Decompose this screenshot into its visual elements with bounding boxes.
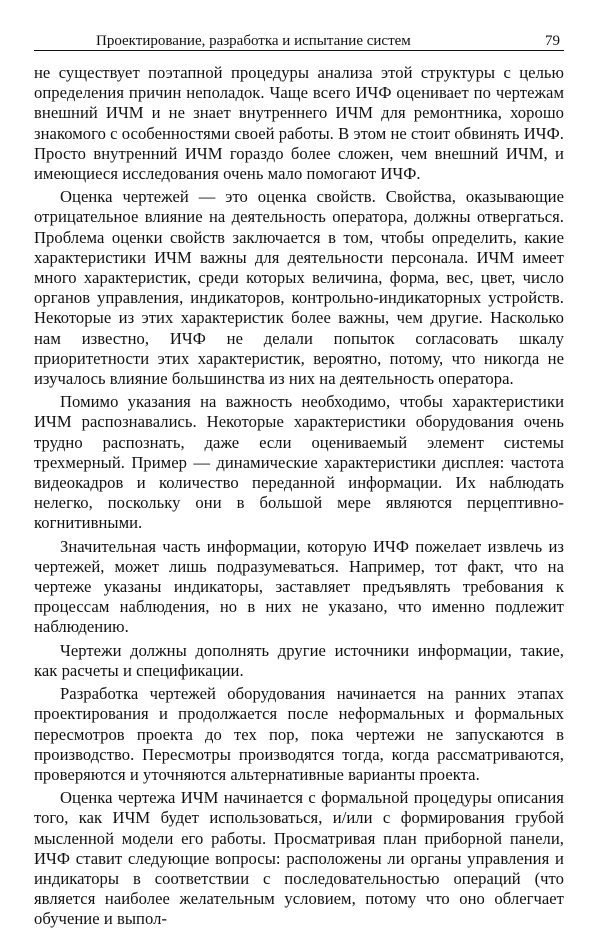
running-title: Проектирование, разработка и испытание систем [96,33,411,49]
paragraph: Чертежи должны дополнять другие источники информации, такие, как расчеты и спецификации. [34,640,564,680]
running-header [34,30,564,51]
paragraph: Разработка чертежей оборудования начинается на ранних этапах проектирования и продолжается после неформальных и формальных пересмотров проекта до тех пор, пока чертежи не запускаются в производство. Пересмотры производятся тогда, когда рассматриваются, проверяются и уточняются альтернативные варианты проекта. [34,684,564,784]
paragraph: Значительная часть информации, которую ИЧФ пожелает извлечь из чертежей, может лишь подразумеваться. Например, тот факт, что на чертеже указаны индикаторы, заставляет предъявлять требования к процессам наблюдения, но в них не указано, что именно подлежит наблюдению. [34,536,564,637]
paragraph: Оценка чертежа ИЧМ начинается с формальной процедуры описания того, как ИЧМ будет использоваться, и/или с формирования грубой мысленной модели его работы. Просматривая план приборной панели, ИЧФ ставит следующие вопросы: расположены ли органы управления и индикаторы в соответствии с последовательностью операций (что является наиболее желательным условием, потому что оно облегчает обучение и выпол- [34,788,564,929]
paragraph: Помимо указания на важность необходимо, чтобы характеристики ИЧМ распознавались. Некоторые характеристики оборудования очень трудно распознать, даже если оцениваемый элемент системы трехмерный. Пример — динамические характеристики дисплея: частота видеокадров и количество переданной информации. Их наблюдать нелегко, поскольку они в большой мере являются перцептивно-когнитивными. [34,392,564,533]
paragraph-continuation: не существует поэтапной процедуры анализа этой структуры с целью определения причин неполадок. Чаще всего ИЧФ оценивает по чертежам внешний ИЧМ и не знает внутреннего ИЧМ для ремонтника, хорошо знакомого с особенностями своей работы. В этом не стоит обвинять ИЧФ. Просто внутренний ИЧМ гораздо более сложен, чем внешний ИЧМ, и имеющиеся исследования очень мало помогают ИЧФ. [34,63,564,184]
page-number: 79 [545,33,560,49]
body-text [34,63,564,930]
paragraph: Оценка чертежей — это оценка свойств. Свойства, оказывающие отрицательное влияние на деятельность оператора, должны отвергаться. Проблема оценки свойств заключается в том, чтобы определить, какие характеристики ИЧМ важны для деятельности персонала. ИЧМ имеет много характеристик, среди которых величина, форма, вес, цвет, число органов управления, индикаторов, контрольно-индикаторных устройств. Некоторые из этих характеристик более важны, чем другие. Насколько нам известно, ИЧФ не делали попыток согласовать шкалу приоритетности этих характеристик, вероятно, потому, что никогда не изучалось влияние большинства из них на деятельность оператора. [34,187,564,389]
